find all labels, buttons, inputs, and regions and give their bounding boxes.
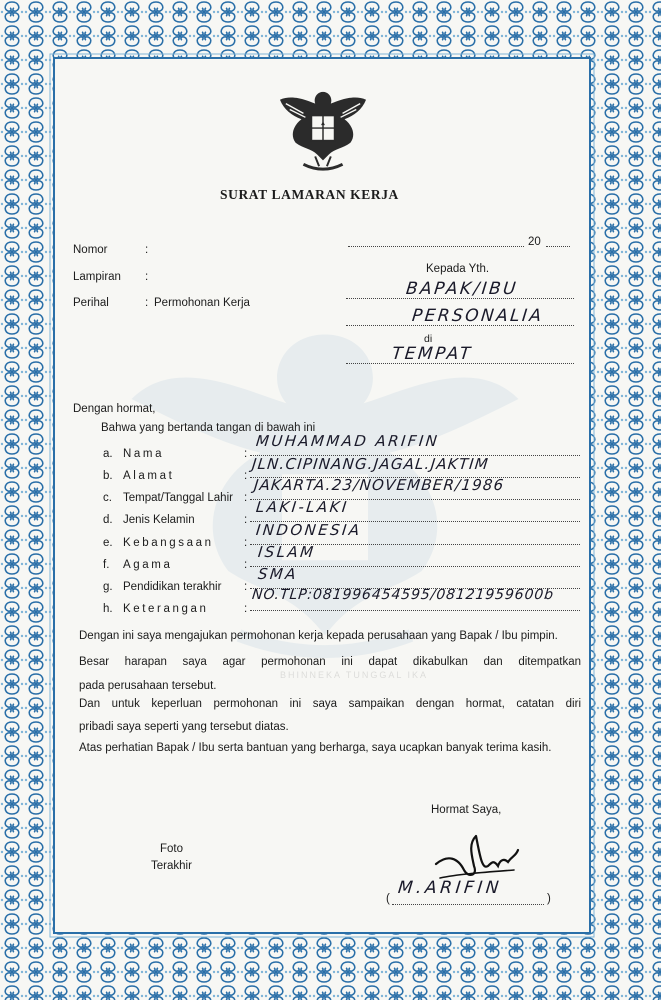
nomor-label: Nomor bbox=[73, 244, 108, 256]
perihal-value: Permohonan Kerja bbox=[154, 297, 250, 309]
field-colon: : bbox=[244, 559, 248, 571]
field-value: MUHAMMAD ARIFIN bbox=[255, 432, 441, 450]
field-value: LAKI-LAKI bbox=[255, 498, 350, 516]
date-year-suffix: 20 bbox=[528, 236, 541, 248]
letter-title: SURAT LAMARAN KERJA bbox=[220, 187, 399, 202]
field-label: Kebangsaan bbox=[123, 537, 214, 549]
kepada-label: Kepada Yth. bbox=[426, 263, 490, 275]
field-label: Nama bbox=[123, 448, 165, 460]
field-colon: : bbox=[244, 537, 248, 549]
nomor-colon: : bbox=[145, 244, 149, 256]
paragraph-line: Atas perhatian Bapak / Ibu serta bantuan yang berharga, saya ucapkan banyak terima kasih. bbox=[79, 742, 552, 754]
paragraph-line: pada perusahaan tersebut. bbox=[79, 680, 217, 692]
field-label: Pendidikan terakhir bbox=[123, 581, 222, 593]
field-letter: e. bbox=[103, 537, 113, 549]
recipient-line-1-dots bbox=[346, 298, 574, 299]
perihal-label: Perihal bbox=[73, 297, 109, 309]
signature-paren-close: ) bbox=[547, 893, 551, 905]
field-letter: g. bbox=[103, 581, 113, 593]
intro-text: Bahwa yang bertanda tangan di bawah ini bbox=[101, 422, 316, 434]
field-value: ISLAM bbox=[257, 543, 317, 561]
recipient-line-1: BAPAK/IBU bbox=[404, 279, 519, 299]
field-letter: f. bbox=[103, 559, 110, 571]
field-value: NO.TLP:081996454595/08121959600b bbox=[251, 587, 555, 603]
field-dots bbox=[250, 566, 580, 567]
field-label: Tempat/Tanggal Lahir bbox=[123, 492, 233, 504]
recipient-line-2: PERSONALIA bbox=[410, 306, 545, 326]
field-label: Keterangan bbox=[123, 603, 209, 615]
paragraph-line: pribadi saya seperti yang tersebut diatas. bbox=[79, 721, 289, 733]
signature-dots bbox=[392, 904, 544, 905]
date-dotted-line-end bbox=[546, 246, 570, 247]
paragraph-line: Dengan ini saya mengajukan permohonan kerja kepada perusahaan yang Bapak / Ibu pimpin. bbox=[79, 630, 558, 642]
signature-paren-open: ( bbox=[386, 893, 390, 905]
lampiran-label: Lampiran bbox=[73, 271, 121, 283]
perihal-colon: : bbox=[145, 297, 149, 309]
date-dotted-line bbox=[348, 246, 524, 247]
field-colon: : bbox=[244, 470, 248, 482]
signature-name: M.ARIFIN bbox=[396, 878, 504, 898]
closing: Hormat Saya, bbox=[431, 804, 502, 816]
field-colon: : bbox=[244, 492, 248, 504]
field-letter: b. bbox=[103, 470, 113, 482]
field-letter: a. bbox=[103, 448, 113, 460]
field-colon: : bbox=[244, 514, 248, 526]
field-label: Jenis Kelamin bbox=[123, 514, 195, 526]
field-colon: : bbox=[244, 603, 248, 615]
field-colon: : bbox=[244, 581, 248, 593]
field-colon: : bbox=[244, 448, 248, 460]
field-value: JAKARTA.23/NOVEMBER/1986 bbox=[253, 476, 506, 494]
place-dots bbox=[346, 363, 574, 364]
field-letter: c. bbox=[103, 492, 112, 504]
paragraph-line: Besar harapan saya agar permohonan ini dapat dikabulkan dan ditempatkan bbox=[79, 656, 581, 668]
field-value: INDONESIA bbox=[255, 521, 363, 539]
field-letter: d. bbox=[103, 514, 113, 526]
field-value: SMA bbox=[257, 565, 299, 583]
di-label: di bbox=[424, 333, 433, 345]
recipient-line-2-dots bbox=[346, 325, 574, 326]
lampiran-colon: : bbox=[145, 271, 149, 283]
field-dots bbox=[250, 610, 580, 611]
garuda-emblem-icon bbox=[274, 86, 372, 176]
photo-label-2: Terakhir bbox=[151, 860, 192, 872]
field-value: JLN.CIPINANG.JAGAL.JAKTIM bbox=[251, 455, 490, 473]
paragraph-line: Dan untuk keperluan permohonan ini saya sampaikan dengan hormat, catatan diri bbox=[79, 698, 581, 710]
photo-label-1: Foto bbox=[160, 843, 184, 855]
field-label: Agama bbox=[123, 559, 173, 571]
field-letter: h. bbox=[103, 603, 113, 615]
field-label: Alamat bbox=[123, 470, 175, 482]
place-value: TEMPAT bbox=[390, 344, 474, 364]
watermark-motto: BHINNEKA TUNGGAL IKA bbox=[280, 670, 429, 680]
greeting: Dengan hormat, bbox=[73, 403, 156, 415]
